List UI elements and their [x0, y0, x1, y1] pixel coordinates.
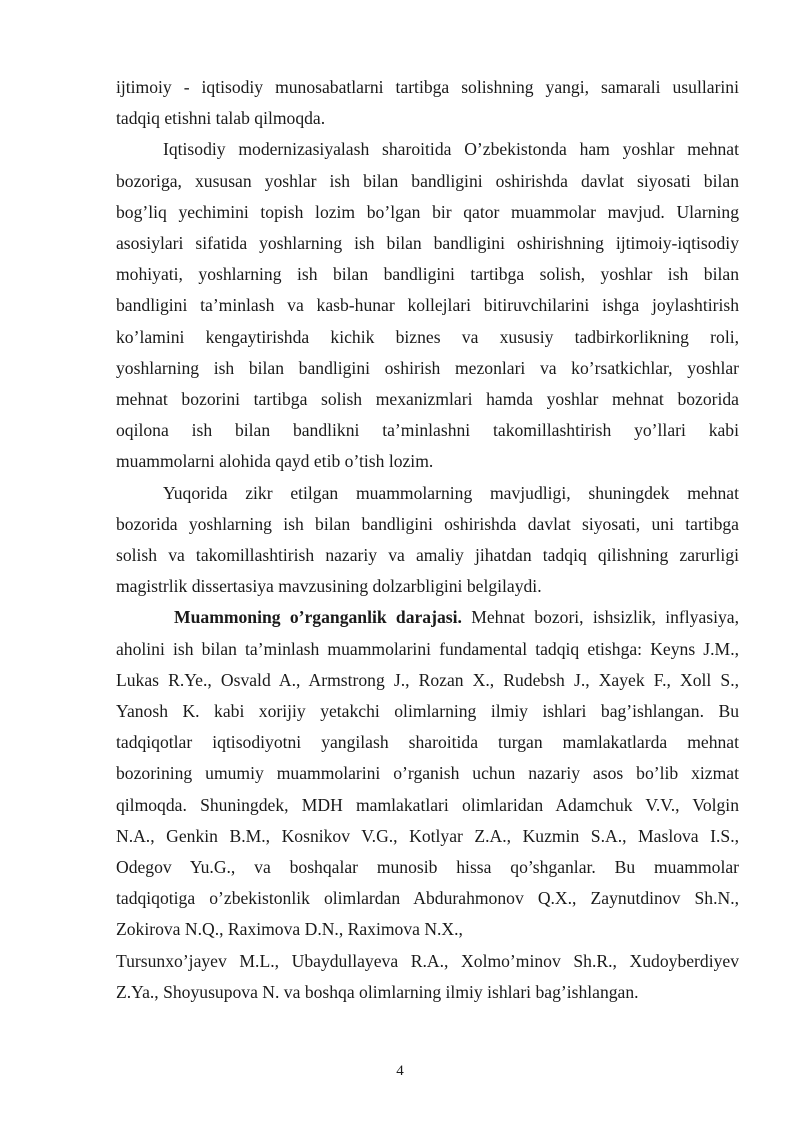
- text-line: oqilona ish bilan bandlikni ta’minlashni takomillashtirish yo’llari kabi: [116, 420, 739, 441]
- text-line: Tursunxo’jayev M.L., Ubaydullayeva R.A., Xolmo’minov Sh.R., Xudoyberdiyev: [116, 950, 739, 971]
- text-line: Lukas R.Ye., Osvald A., Armstrong J., Rozan X., Rudebsh J., Xayek F., Xoll S.,: [116, 669, 739, 690]
- text-line: mehnat bozorini tartibga solish mexanizmlari hamda yoshlar mehnat bozorida: [116, 389, 739, 410]
- paragraph-3: [116, 478, 739, 603]
- text-line: tadqiqotlar iqtisodiyotni yangilash sharoitida turgan mamlakatlarda mehnat: [116, 732, 739, 753]
- text-line: Yuqorida zikr etilgan muammolarning mavjudligi, shuningdek mehnat: [163, 482, 739, 503]
- text-line: ijtimoiy - iqtisodiy munosabatlarni tartibga solishning yangi, samarali usullarini: [116, 77, 739, 97]
- paragraph-1: [116, 72, 739, 134]
- text-line: aholini ish bilan ta’minlash muammolarini fundamental tadqiq etishga: Keyns J.M.,: [116, 638, 739, 659]
- text-line: N.A., Genkin B.M., Kosnikov V.G., Kotlyar Z.A., Kuzmin S.A., Maslova I.S.,: [116, 825, 739, 846]
- text-line: bozorida yoshlarning ish bilan bandligini oshirishda davlat siyosati, uni tartibga: [116, 513, 739, 534]
- paragraph-2: [116, 134, 739, 477]
- text-line: yoshlarning ish bilan bandligini oshirish mezonlari va ko’rsatkichlar, yoshlar: [116, 357, 739, 378]
- text-line: tadqiqotiga o’zbekistonlik olimlardan Abdurahmonov Q.X., Zaynutdinov Sh.N.,: [116, 888, 739, 909]
- body-text: [116, 72, 739, 1008]
- text-line: bandligini ta’minlash va kasb-hunar kollejlari bitiruvchilarini ishga joylashtirish: [116, 295, 739, 316]
- text-line: mohiyati, yoshlarning ish bilan bandligini tartibga solish, yoshlar ish bilan: [116, 264, 739, 285]
- text-line: Z.Ya., Shoyusupova N. va boshqa olimlarning ilmiy ishlari bag’ishlangan.: [116, 981, 639, 1002]
- text-fragment: Mehnat bozori, ishsizlik, inflyasiya,: [471, 607, 739, 628]
- text-line: tadqiq etishni talab qilmoqda.: [116, 108, 326, 129]
- text-line: bog’liq yechimini topish lozim bo’lgan bir qator muammolar mavjud. Ularning: [116, 201, 739, 222]
- section-heading: Muammoning o’rganganlik darajasi.: [174, 607, 462, 628]
- text-line: qilmoqda. Shuningdek, MDH mamlakatlari olimlaridan Adamchuk V.V., Volgin: [116, 794, 739, 815]
- text-line: bozorining umumiy muammolarini o’rganish uchun nazariy asos bo’lib xizmat: [116, 763, 739, 784]
- page-number: 4: [396, 1063, 404, 1079]
- text-line: asosiylari sifatida yoshlarning ish bilan bandligini oshirishning ijtimoiy-iqtisodiy: [116, 233, 739, 254]
- text-line: Zokirova N.Q., Raximova D.N., Raximova N.X.,: [116, 919, 463, 940]
- text-line: Iqtisodiy modernizasiyalash sharoitida O’zbekistonda ham yoshlar mehnat: [163, 139, 739, 160]
- text-line: Odegov Yu.G., va boshqalar munosib hissa qo’shganlar. Bu muammolar: [116, 857, 739, 878]
- text-line: magistrlik dissertasiya mavzusining dolzarbligini belgilaydi.: [116, 576, 542, 597]
- paragraph-4: [116, 602, 739, 1008]
- text-line: muammolarni alohida qayd etib o’tish lozim.: [116, 451, 434, 472]
- text-line: [116, 602, 739, 633]
- text-line: ko’lamini kengaytirishda kichik biznes va xususiy tadbirkorlikning roli,: [116, 326, 739, 347]
- text-line: Yanosh K. kabi xorijiy yetakchi olimlarning ilmiy ishlari bag’ishlangan. Bu: [116, 701, 739, 722]
- text-line: solish va takomillashtirish nazariy va amaliy jihatdan tadqiq qilishning zarurligi: [116, 545, 739, 566]
- text-line: bozoriga, xususan yoshlar ish bilan bandligini oshirishda davlat siyosati bilan: [116, 170, 739, 191]
